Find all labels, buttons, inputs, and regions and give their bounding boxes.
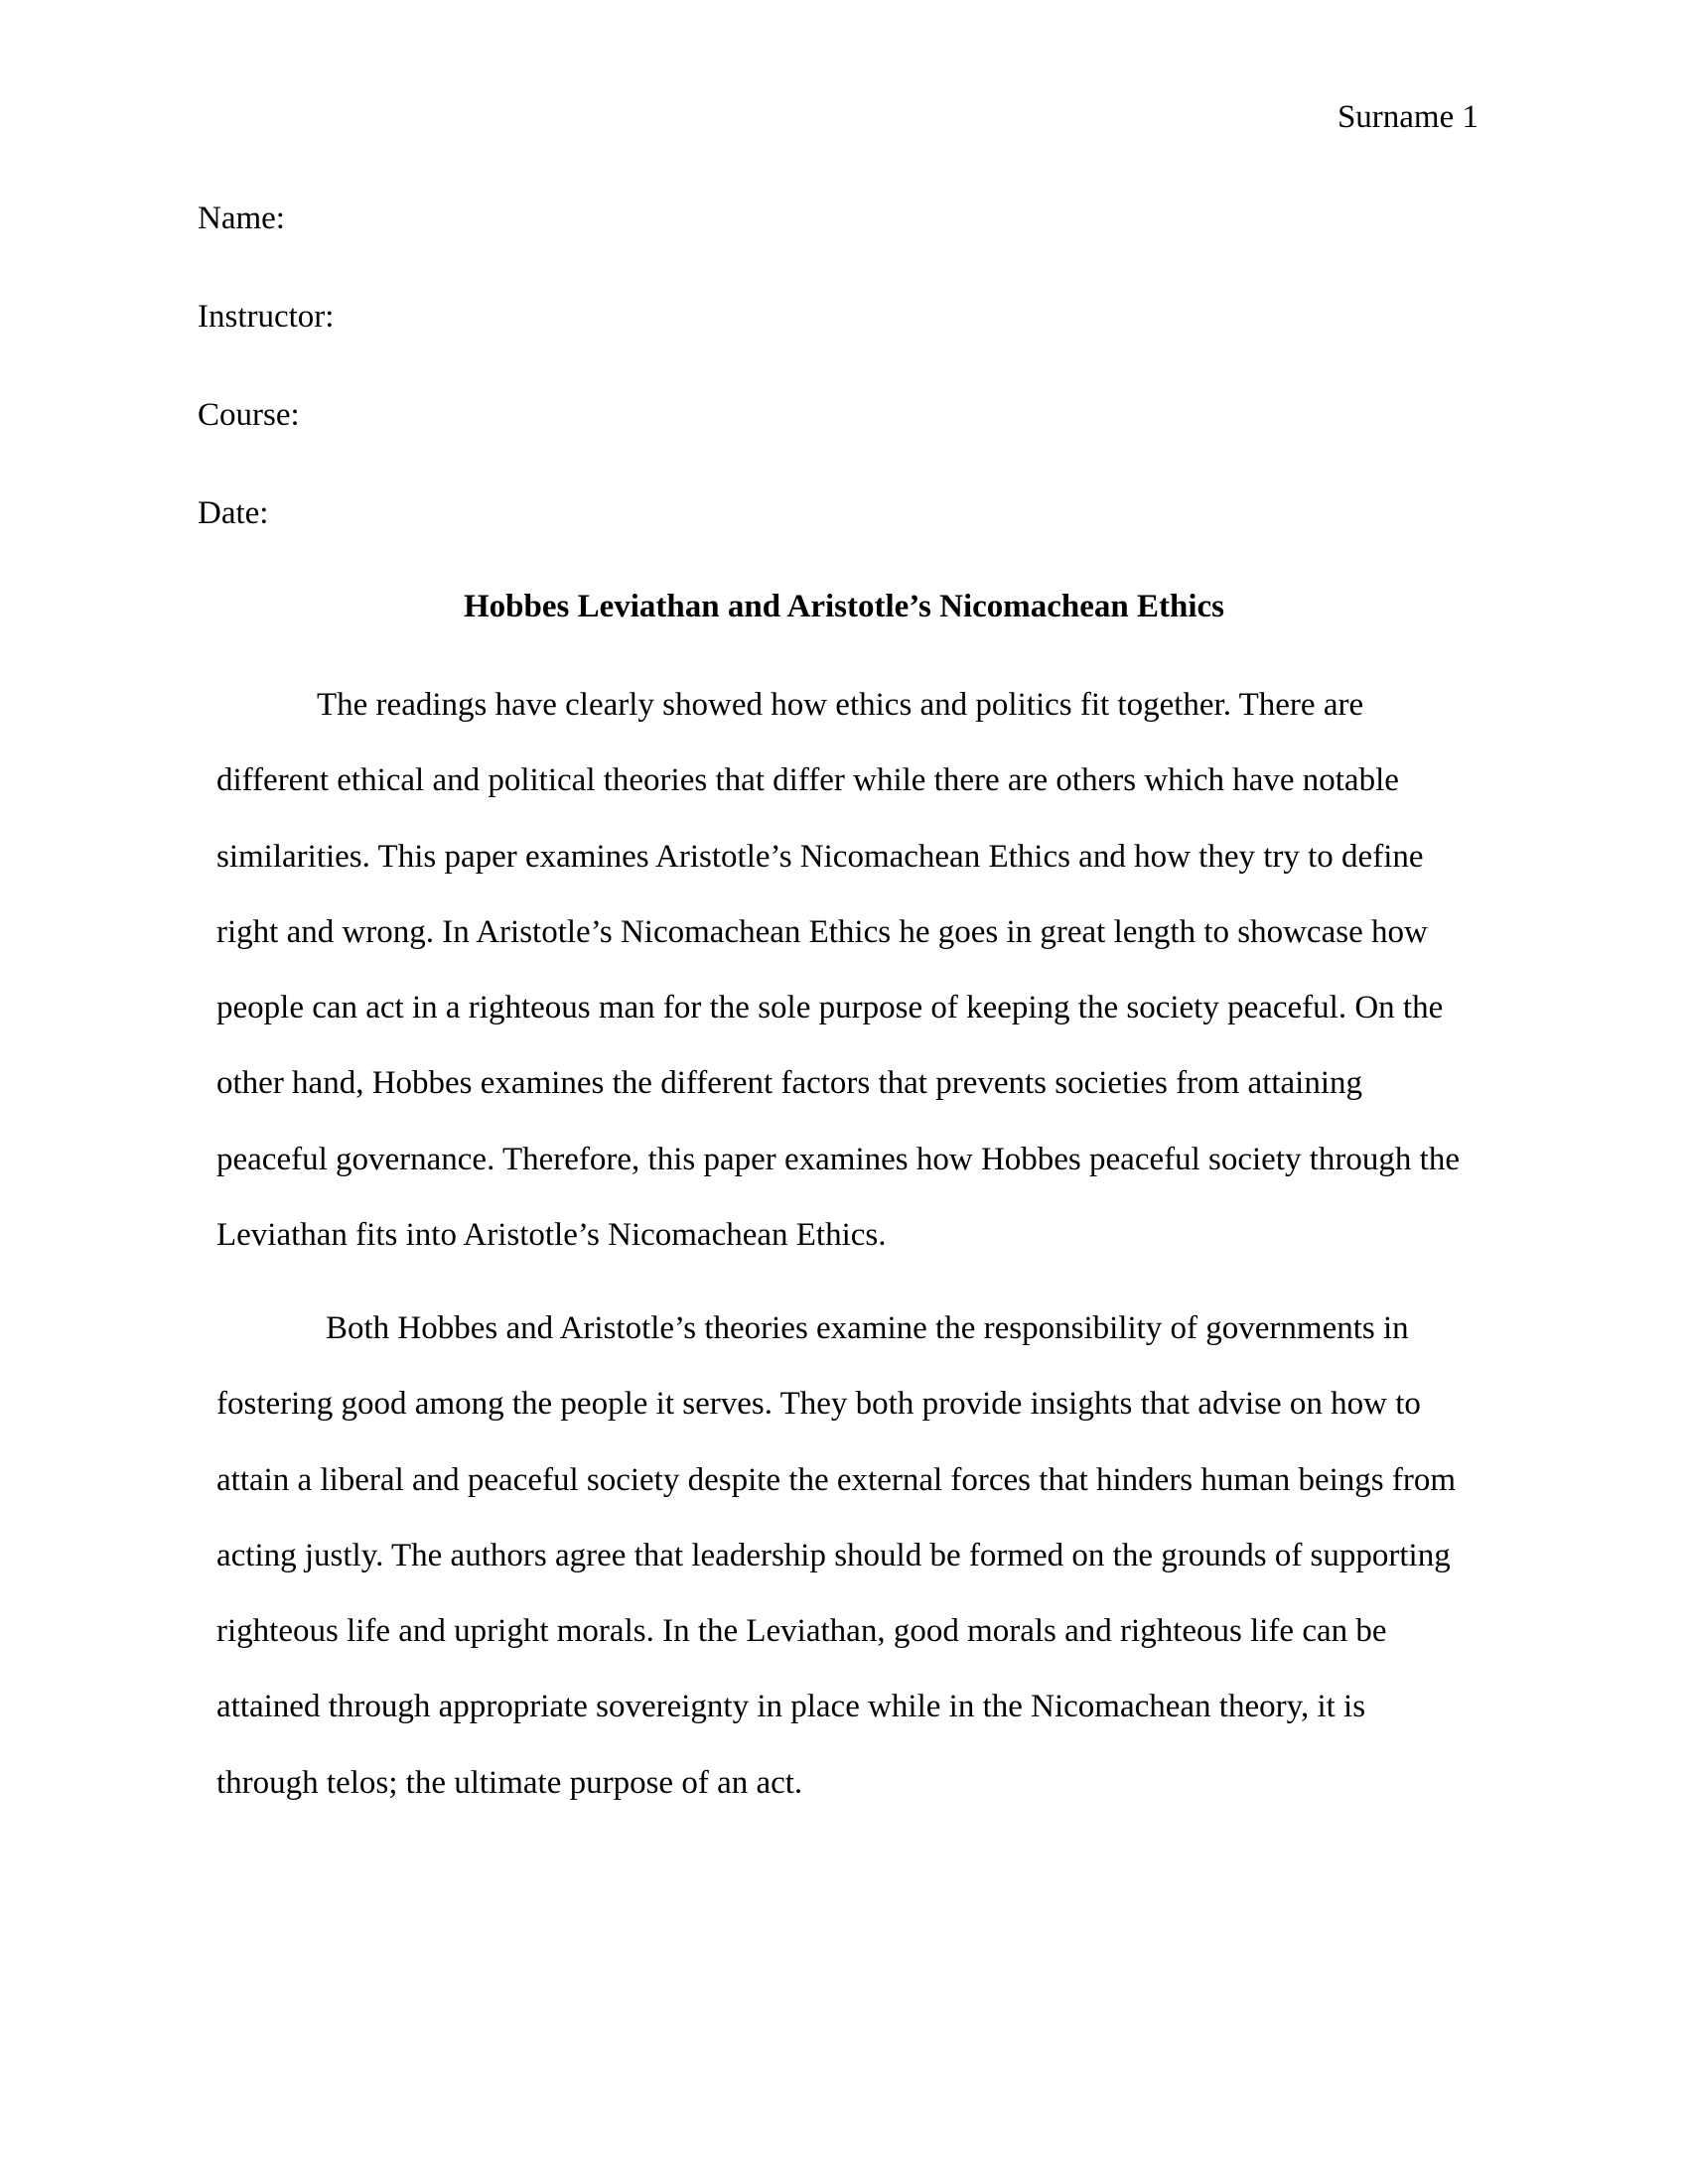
paragraph-1: [216, 685, 1507, 1291]
instructor-label: Instructor:: [198, 299, 335, 335]
course-label: Course:: [198, 397, 300, 433]
heading-block: [198, 199, 1488, 592]
paper-title: Hobbes Leviathan and Aristotle’s Nicomachean Ethics: [463, 589, 1225, 624]
paragraph-line: attain a liberal and peaceful society despite the external forces that hinders human beings from: [216, 1461, 1457, 1498]
paragraph-line: Leviathan fits into Aristotle’s Nicomachean Ethics.: [216, 1217, 887, 1254]
paragraph-line: peaceful governance. Therefore, this paper examines how Hobbes peaceful society through the: [216, 1141, 1460, 1177]
name-label: Name:: [198, 201, 285, 236]
paragraph-line: similarities. This paper examines Aristotle’s Nicomachean Ethics and how they try to define: [216, 838, 1424, 875]
paragraph-line: Both Hobbes and Aristotle’s theories examine the responsibility of governments in: [326, 1310, 1409, 1346]
paragraph-2: [216, 1308, 1507, 1839]
paragraph-line: people can act in a righteous man for the sole purpose of keeping the society peaceful. On the: [216, 990, 1444, 1026]
paragraph-line: through telos; the ultimate purpose of an act.: [216, 1764, 803, 1801]
paragraph-line: other hand, Hobbes examines the different factors that prevents societies from attaining: [216, 1065, 1363, 1102]
paragraph-line: fostering good among the people it serves. They both provide insights that advise on how to: [216, 1386, 1421, 1423]
paragraph-line: righteous life and upright morals. In the Leviathan, good morals and righteous life can be: [216, 1613, 1387, 1650]
paragraph-line: The readings have clearly showed how ethics and politics fit together. There are: [317, 687, 1364, 723]
running-head: Surname 1: [1336, 99, 1478, 135]
paragraph-line: right and wrong. In Aristotle’s Nicomachean Ethics he goes in great length to showcase how: [216, 913, 1428, 950]
paragraph-line: different ethical and political theories that differ while there are others which have notable: [216, 762, 1399, 799]
date-label: Date:: [198, 495, 269, 531]
paragraph-line: acting justly. The authors agree that leadership should be formed on the grounds of supporting: [216, 1537, 1451, 1573]
paragraph-line: attained through appropriate sovereignty in place while in the Nicomachean theory, it is: [216, 1689, 1366, 1725]
